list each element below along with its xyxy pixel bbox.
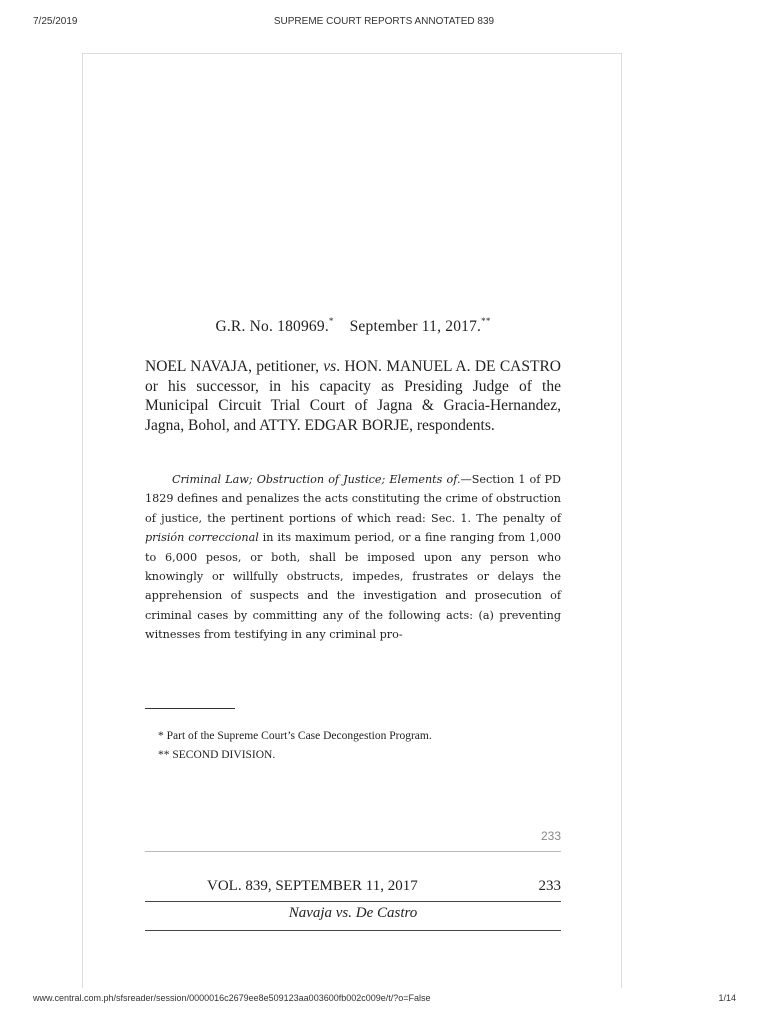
syllabus-paragraph <box>145 470 561 645</box>
syllabus-lead: Criminal Law; Obstruction of Justice; Elements of. <box>172 473 461 486</box>
footnote-divider <box>145 708 235 709</box>
parties-petitioner: NOEL NAVAJA, petitioner, <box>145 358 324 375</box>
running-head-rule <box>145 901 561 902</box>
syllabus-text-2: in its maximum period, or a fine ranging from 1,000 to 6,000 pesos, or both, shall be imposed upon any person who knowingly or willfully obstructs, impedes, frustrates or delays the apprehension of suspects and the investigation and prosecution of criminal cases by committing any of the following acts: (a) preventing witnesses from testifying in any criminal pro- <box>145 531 561 642</box>
page-break-divider <box>145 851 561 852</box>
date-footnote-marker: ** <box>481 316 491 326</box>
decision-date: September 11, 2017. <box>349 318 482 335</box>
gr-footnote-marker: * <box>328 316 334 326</box>
parties-vs: vs <box>323 358 337 375</box>
running-head-number: 233 <box>538 878 561 894</box>
parties-respondents: . HON. MANUEL A. DE CASTRO or his successor, in his capacity as Presiding Judge of the Municipal Circuit Trial Court of Jagna & Gracia-Hernandez, Jagna, Bohol, and ATTY. EDGAR BORJE, respondents. <box>145 358 561 434</box>
case-heading <box>145 316 561 336</box>
running-case-title: Navaja vs. De Castro <box>288 905 418 921</box>
print-date: 7/25/2019 <box>33 16 78 27</box>
footnotes <box>158 727 432 765</box>
footnote-2: ** SECOND DIVISION. <box>158 749 276 761</box>
print-page-count: 1/14 <box>718 993 736 1003</box>
print-header <box>0 16 768 30</box>
print-title: SUPREME COURT REPORTS ANNOTATED 839 <box>273 16 495 27</box>
print-footer <box>0 993 768 1007</box>
gr-number: G.R. No. 180969. <box>215 318 329 335</box>
case-parties <box>145 357 561 435</box>
running-head-volume: VOL. 839, SEPTEMBER 11, 2017 <box>207 878 418 894</box>
print-url: www.central.com.ph/sfsreader/session/0000016c2679ee8e509123aa003600fb002c009e/t/?o=False <box>33 993 431 1003</box>
case-title-rule <box>145 930 561 931</box>
footnote-1: * Part of the Supreme Court’s Case Decongestion Program. <box>158 730 432 742</box>
syllabus-italic-term: prisión correccional <box>145 531 259 545</box>
page-number: 233 <box>540 829 561 843</box>
syllabus-text-1: —Section 1 of PD 1829 defines and penalizes the acts constituting the crime of obstruction of justice, the pertinent portions of which read: Sec. 1. The penalty of <box>145 473 561 525</box>
